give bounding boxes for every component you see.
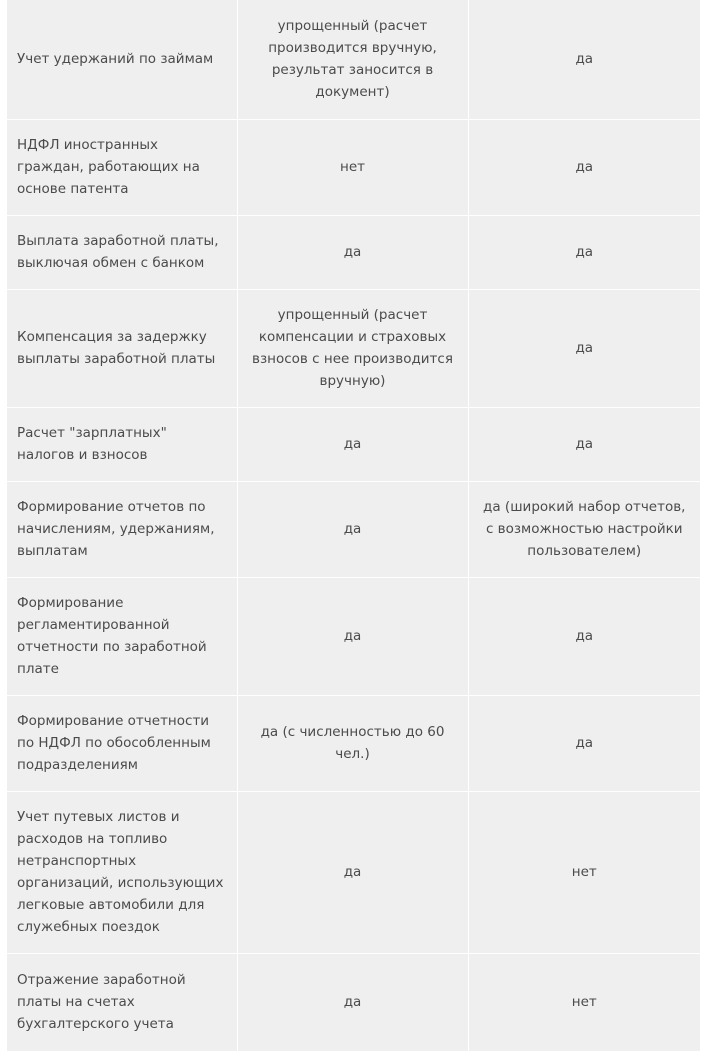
value-cell-col2: упрощенный (расчет производится вручную, результат заносится в документ) [237, 0, 468, 119]
value-cell-col2: да [237, 953, 468, 1051]
value-cell-col3: да [468, 119, 700, 215]
feature-cell: Формирование регламентированной отчетности по заработной плате [7, 577, 237, 695]
table-row [7, 215, 700, 289]
feature-cell: Формирование отчетности по НДФЛ по обособленным подразделениям [7, 695, 237, 791]
value-cell-col3: да [468, 0, 700, 119]
value-cell-col2: да [237, 407, 468, 481]
value-cell-col3: да [468, 695, 700, 791]
table-row [7, 577, 700, 695]
value-cell-col2: да [237, 215, 468, 289]
value-cell-col2: да [237, 481, 468, 577]
feature-cell: НДФЛ иностранных граждан, работающих на основе патента [7, 119, 237, 215]
feature-cell: Отражение заработной платы на счетах бухгалтерского учета [7, 953, 237, 1051]
table-row [7, 407, 700, 481]
table-row [7, 289, 700, 407]
feature-cell: Учет удержаний по займам [7, 0, 237, 119]
table-row [7, 0, 700, 119]
feature-cell: Выплата заработной платы, выключая обмен с банком [7, 215, 237, 289]
value-cell-col3: да [468, 577, 700, 695]
value-cell-col3: нет [468, 953, 700, 1051]
value-cell-col3: да [468, 407, 700, 481]
feature-cell: Расчет "зарплатных" налогов и взносов [7, 407, 237, 481]
value-cell-col3: нет [468, 791, 700, 953]
value-cell-col2: да [237, 577, 468, 695]
value-cell-col3: да (широкий набор отчетов, с возможностью настройки пользователем) [468, 481, 700, 577]
value-cell-col2: да [237, 791, 468, 953]
feature-cell: Компенсация за задержку выплаты заработной платы [7, 289, 237, 407]
table-row [7, 695, 700, 791]
table-row [7, 953, 700, 1051]
table-row [7, 481, 700, 577]
value-cell-col3: да [468, 289, 700, 407]
feature-cell: Формирование отчетов по начислениям, удержаниям, выплатам [7, 481, 237, 577]
value-cell-col2: нет [237, 119, 468, 215]
table-row [7, 119, 700, 215]
feature-cell: Учет путевых листов и расходов на топливо нетранспортных организаций, использующих легковые автомобили для служебных поездок [7, 791, 237, 953]
value-cell-col3: да [468, 215, 700, 289]
value-cell-col2: упрощенный (расчет компенсации и страховых взносов с нее производится вручную) [237, 289, 468, 407]
table-row [7, 791, 700, 953]
value-cell-col2: да (с численностью до 60 чел.) [237, 695, 468, 791]
comparison-table [7, 0, 700, 1052]
